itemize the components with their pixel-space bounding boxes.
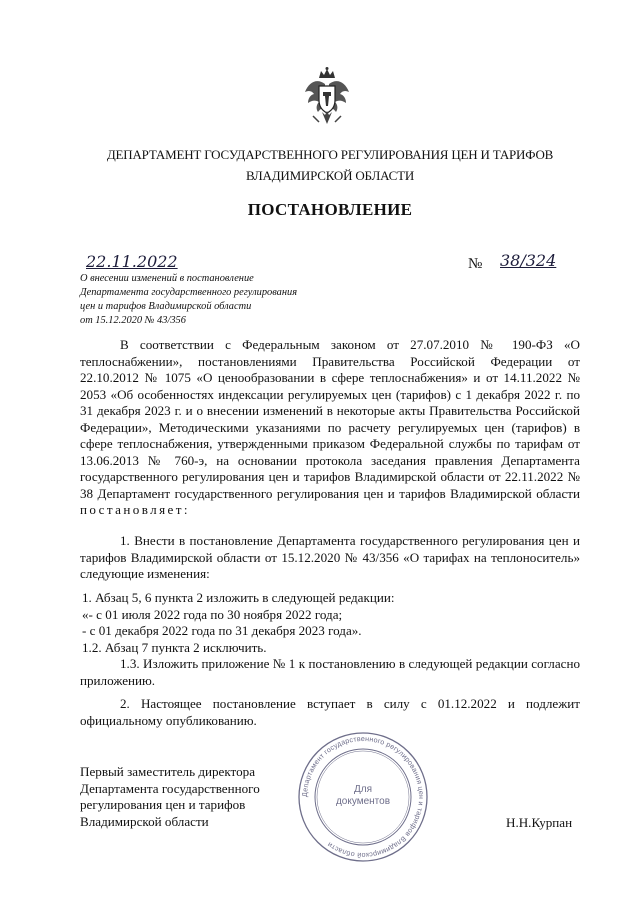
signer-position-line: Департамента государственного — [80, 780, 260, 796]
coat-of-arms-icon — [303, 66, 351, 128]
signer-position-line: Первый заместитель директора — [80, 764, 256, 779]
region-name: ВЛАДИМИРСКОЙ ОБЛАСТИ — [245, 168, 415, 183]
signer-position-line: Владимирской области — [80, 813, 209, 829]
preamble-paragraph — [80, 337, 580, 519]
subject-line: Департамента государственного регулирования — [80, 287, 298, 298]
subject-line: цен и тарифов Владимирской области — [80, 301, 252, 312]
subject-line: О внесении изменений в постановление — [80, 273, 254, 284]
preamble-text: В соответствии с Федеральным законом от 27.07.2010 № 190-ФЗ «О теплоснабжении», постановлениями Правительства Российской Федерации от 22.10.2012 № 1075 «О ценообразовании в сфере теплоснабжения» и от 14.11.2022 № 2053 «Об особенностях индексации регулируемых цен (тарифов) с 1 декабря 2022 г. по 31 декабря 2023 г. и о внесении изменений в некоторые акты Правительства Российской Федерации», Методическими указаниями по расчету регулируемых цен (тарифов) в сфере теплоснабжения, утвержденными приказом Федеральной службы по тарифам от 13.06.2013 № 760-э, на основании протокола заседания правления Департамента государственного регулирования цен и тарифов Владимирской области от 22.11.2022 № 38 Департамент государственного регулирования цен и тарифов Владимирской области — [80, 337, 580, 501]
department-name: ДЕПАРТАМЕНТ ГОСУДАРСТВЕННОГО РЕГУЛИРОВАНИЯ ЦЕН И ТАРИФОВ — [106, 147, 554, 162]
signer-position-line: регулирования цен и тарифов — [80, 797, 246, 812]
item-1-subitems — [80, 590, 580, 656]
stamp-ring-text: Департамент государственного регулирования цен и тарифов Владимирской области — [300, 734, 426, 860]
document-date: 22.11.2022 — [86, 252, 178, 271]
subitem-1-1-b — [80, 623, 580, 640]
document-number: 38/324 — [500, 251, 557, 270]
stamp-center-line: документов — [335, 796, 391, 807]
document-type-title: ПОСТАНОВЛЕНИЕ — [247, 200, 413, 219]
stamp-center-line: Для — [353, 784, 373, 795]
subitem-1-1-a-text: «- с 01 июля 2022 года по 30 ноября 2022 года; — [82, 606, 343, 622]
subitem-1-1-b-text: - с 01 декабря 2022 года по 31 декабря 2023 года». — [82, 623, 362, 638]
item-2-paragraph: 2. Настоящее постановление вступает в силу с 01.12.2022 и подлежит официальному опубликованию. — [80, 696, 580, 728]
subject-line: от 15.12.2020 № 43/356 — [80, 315, 186, 326]
subitem-1-1-text: 1. Абзац 5, 6 пункта 2 изложить в следующей редакции: — [82, 590, 395, 605]
subitem-1-2 — [80, 640, 580, 657]
resolves-word: постановляет: — [80, 502, 190, 517]
subitem-1-2-text: 1.2. Абзац 7 пункта 2 исключить. — [82, 639, 267, 655]
signer-name: Н.Н.Курпан — [506, 815, 573, 830]
signer-position — [80, 764, 320, 830]
number-sign: № — [468, 256, 483, 272]
item-1-paragraph: 1. Внести в постановление Департамента государственного регулирования цен и тарифов Владимирской области от 15.12.2020 № 43/356 «О тарифах на теплоноситель» следующие изменения: — [80, 533, 580, 581]
subitem-1-3: 1.3. Изложить приложение № 1 к постановлению в следующей редакции согласно приложению. — [80, 656, 580, 688]
document-subject — [80, 272, 370, 328]
stamp-center-text — [323, 784, 403, 808]
subitem-1-1-a — [80, 607, 580, 624]
subitem-1-1 — [80, 590, 580, 607]
